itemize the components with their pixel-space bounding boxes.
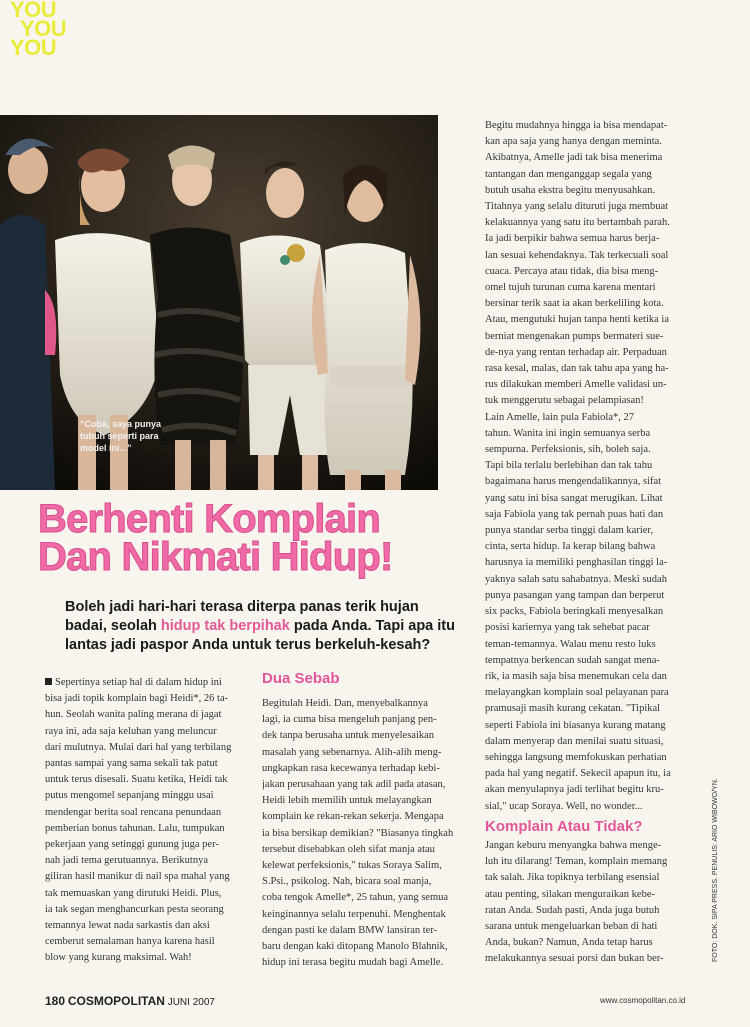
runway-photo-illustration: [0, 115, 438, 490]
text-line: keinginannya selalu terpenuhi. Menghentak: [262, 908, 446, 920]
brand-line-3: YOU: [10, 35, 57, 60]
text-line: Lain Amelle, lain pula Fabiola*, 27: [485, 411, 635, 423]
text-line: pada hal yang negatif. Sekecil apapun itu, ia: [485, 768, 671, 780]
text-line: sehingga langsung memfokuskan perhatian: [485, 751, 667, 763]
text-line: yang satu ini bisa sangat merugikan. Lihat: [485, 492, 663, 504]
text-line: ia bisa bersikap demikian? "Biasanya tingkah: [262, 827, 454, 839]
text-line: komplain ke rekan-rekan sekerja. Mengapa: [262, 811, 444, 823]
text-line: rik, ia masih saja bisa menemukan cela dan: [485, 670, 667, 682]
text-line: posisi kariernya yang tak sehebat pacar: [485, 622, 650, 634]
runway-photo: [0, 115, 438, 490]
text-line: tuk menggerutu sebagai pelampiasan!: [485, 395, 644, 407]
text-line: sial," ucap Soraya. Well, no wonder...: [485, 800, 643, 812]
text-line: punya standar serba tinggi dalam karier,: [485, 525, 654, 537]
text-line: Jangan keburu menyangka bahwa menge-: [485, 840, 662, 851]
text-line: bersinar terik saat ia akan berkeliling kota.: [485, 298, 664, 310]
text-line: lagi, ia cuma bisa mengeluh panjang pen-: [262, 714, 437, 726]
text-line: Begitulah Heidi. Dan, menyebalkannya: [262, 698, 428, 709]
brand-line-1: YOU: [10, 0, 57, 22]
text-line: Tapi bila terlalu berlebihan dan tak tahu: [485, 460, 653, 472]
section-brand: [10, 0, 90, 60]
column-3-continued: [485, 838, 713, 968]
text-line: masalah yang sebenarnya. Alih-alih meng-: [262, 746, 442, 758]
text-line: putus mengomel sepanjang minggu usai: [45, 790, 214, 802]
text-line: yaknya salah satu sahabatnya. Meski sudah: [485, 573, 667, 585]
text-line: coba tengok Amelle*, 25 tahun, yang semua: [262, 892, 449, 904]
text-line: kelewat perfeksionis," tukas Soraya Salim,: [262, 860, 442, 872]
deck-highlight: hidup tak berpihak: [160, 618, 290, 634]
text-line: tak salah. Jika topiknya terbilang esensial: [485, 872, 660, 884]
text-line: kelakuannya yang satu itu bertambah parah.: [485, 217, 670, 229]
text-line: tahun. Wanita ini ingin semuanya serba: [485, 427, 651, 439]
subheading-dua-sebab: Dua Sebab: [262, 670, 340, 687]
text-line: untuk terus disesali. Suatu ketika, Heidi tak: [45, 774, 228, 786]
text-line: harusnya ia memiliki penghasilan tinggi la-: [485, 557, 668, 569]
text-line: rus dilakukan memberi Amelle validasi un-: [485, 379, 667, 391]
text-line: Atau, mengutuki hujan tanpa henti ketika ia: [485, 314, 669, 326]
deck-text-2: pada Anda. Tapi apa itu lantas jadi paspor Anda untuk terus berkeluh-kesah?: [65, 618, 455, 653]
text-line: ia tak segan menghancurkan pesta seorang: [45, 903, 224, 915]
text-line: sempurna. Perfeksionis, sih, boleh saja.: [485, 444, 651, 456]
text-line: rasa kesal, malas, dan tak tahu apa yang ha-: [485, 363, 669, 375]
text-line: bisa jadi topik komplain bagi Heidi*, 26 ta-: [45, 693, 229, 705]
column-1: [45, 675, 250, 967]
text-line: blow yang kurang maksimal. Wah!: [45, 952, 192, 964]
column-2: [262, 696, 470, 971]
headline-line-1: Berhenti Komplain: [38, 497, 380, 541]
text-line: luh itu dilarang! Teman, komplain memang: [485, 856, 668, 868]
text-line: pantas sampai yang sama sekali tak patut: [45, 758, 218, 770]
text-line: tak memuaskan yang dirutuki Heidi. Plus,: [45, 887, 222, 899]
text-line: S.Psi., psikolog. Nah, bicara soal manja,: [262, 876, 432, 888]
bullet-square-icon: [45, 678, 52, 685]
issue-date: JUNI 2007: [167, 997, 215, 1008]
headline: [38, 497, 458, 579]
photo-caption: “Coba, saya punya tubuh seperti para model ini...”: [80, 419, 162, 453]
text-line: melayangkan komplain soal pelayanan para: [485, 687, 669, 699]
text-line: omel tujuh turunan cuma karena mentari: [485, 282, 656, 294]
text-line: cinta, serta hidup. Ia kerap bilang bahwa: [485, 541, 656, 553]
text-line: dari mulutnya. Mulai dari hal yang terbilang: [45, 741, 232, 753]
text-line: teman-temannya. Walau menu resto luks: [485, 638, 656, 650]
text-line: Heidi lebih memilih untuk melayangkan: [262, 795, 432, 807]
text-line: dengan pasti ke dalam BMW lansiran ter-: [262, 924, 438, 936]
text-line: nah jadi tema gerutuannya. Berikutnya: [45, 855, 208, 867]
text-line: temannya lewat nada sarkastis dan aksi: [45, 920, 210, 932]
text-line: Begitu mudahnya hingga ia bisa mendapat-: [485, 120, 668, 131]
text-line: cuaca. Percaya atau tidak, dia bisa meng-: [485, 265, 659, 277]
text-line: punya pasangan yang tampan dan berperut: [485, 589, 665, 601]
text-line: kan apa saja yang hanya dengan meminta.: [485, 136, 662, 148]
text-line: sarana untuk mengeluarkan beban di hati: [485, 921, 658, 933]
footer-folio: [45, 994, 215, 1008]
text-line: cemberut semalaman hanya karena hasil: [45, 936, 215, 948]
text-line: ratan Anda. Sudah pasti, Anda juga butuh: [485, 904, 660, 916]
text-line: lan sesuai kehendaknya. Tak terkecuali soal: [485, 249, 669, 261]
magazine-name: COSMOPOLITAN: [67, 994, 165, 1008]
text-line: dalam menyerap dan menilai suatu situasi,: [485, 735, 664, 747]
photo-credit: FOTO: DOK. SIPA PRESS. PENULIS: ARIO WIBOWO/YN.: [712, 778, 719, 962]
text-line: Akibatnya, Amelle jadi tak bisa menerima: [485, 152, 663, 164]
text-line: [45, 675, 250, 691]
text-line: tantangan dan menganggap segala yang: [485, 168, 652, 180]
text-line: baru dengan kaki ditopang Manolo Blahnik,: [262, 941, 448, 953]
text-line: Anda, bukan? Namun, Anda tetap harus: [485, 937, 653, 949]
text-line: dek tanpa berusaha untuk menyelesaikan: [262, 730, 435, 742]
text-line: jakan perusahaan yang tak adil pada atasan,: [262, 779, 446, 791]
headline-line-2: Dan Nikmati Hidup!: [38, 535, 393, 579]
brand-line-2: YOU: [20, 16, 67, 41]
footer-url: www.cosmopolitan.co.id: [600, 996, 686, 1005]
deck: [65, 598, 455, 655]
text-line: ungkapkan rasa kecewanya terhadap kebi-: [262, 762, 440, 774]
text-line: akan menyulapnya jadi terlihat begitu kru-: [485, 784, 664, 796]
text-line: berniat mengenakan pumps bermateri sue-: [485, 330, 664, 342]
text-line-content: Sepertinya setiap hal di dalam hidup ini: [55, 677, 222, 688]
text-line: hun. Seolah wanita paling merana di jagat: [45, 709, 222, 721]
deck-text-1: Boleh jadi hari-hari terasa diterpa panas terik hujan badai, seolah: [65, 599, 419, 634]
text-line: de-nya yang rentan terhadap air. Perpaduan: [485, 346, 667, 358]
page-number: 180: [45, 994, 66, 1008]
text-line: pekerjaan yang setinggi gunung juga per-: [45, 839, 219, 851]
text-line: atau penting, silakan menguraikan kebe-: [485, 888, 655, 900]
text-line: hidup ini terasa begitu mudah bagi Amelle.: [262, 957, 444, 969]
text-line: tersebut disebabkan oleh sifat manja atau: [262, 843, 435, 855]
subheading-komplain-atau-tidak: Komplain Atau Tidak?: [485, 818, 643, 835]
text-line: tempatnya berkencan sudah sangat mena-: [485, 654, 660, 666]
text-line: bagaimana harus mengendalikannya, sifat: [485, 476, 662, 488]
text-line: melakukannya sesuai porsi dan bukan ber-: [485, 953, 664, 965]
text-line: pemberian bonus tahunan. Lalu, tumpukan: [45, 822, 225, 834]
text-line: giliran hasil manikur di nail spa mahal yang: [45, 871, 230, 883]
text-line: pramusaji masih kurang cekatan. "Tipikal: [485, 703, 661, 715]
text-line: butuh usaha ekstra begitu menyusahkan.: [485, 184, 655, 196]
text-line: seperti Fabiola ini biasanya kurang matang: [485, 719, 666, 731]
text-line: raya ini, ada saja keluhan yang meluncur: [45, 725, 217, 737]
text-line: saja Fabiola yang tak pernah puas hati dan: [485, 508, 664, 520]
text-line: Titahnya yang selalu dituruti juga membuat: [485, 201, 669, 213]
text-line: mendengar berita soal rencana penundaan: [45, 806, 222, 818]
text-line: Ia jadi berpikir bahwa semua harus berja-: [485, 233, 660, 245]
column-3: [485, 118, 713, 815]
text-line: six packs, Fabiola beringkali menyesalkan: [485, 606, 664, 618]
